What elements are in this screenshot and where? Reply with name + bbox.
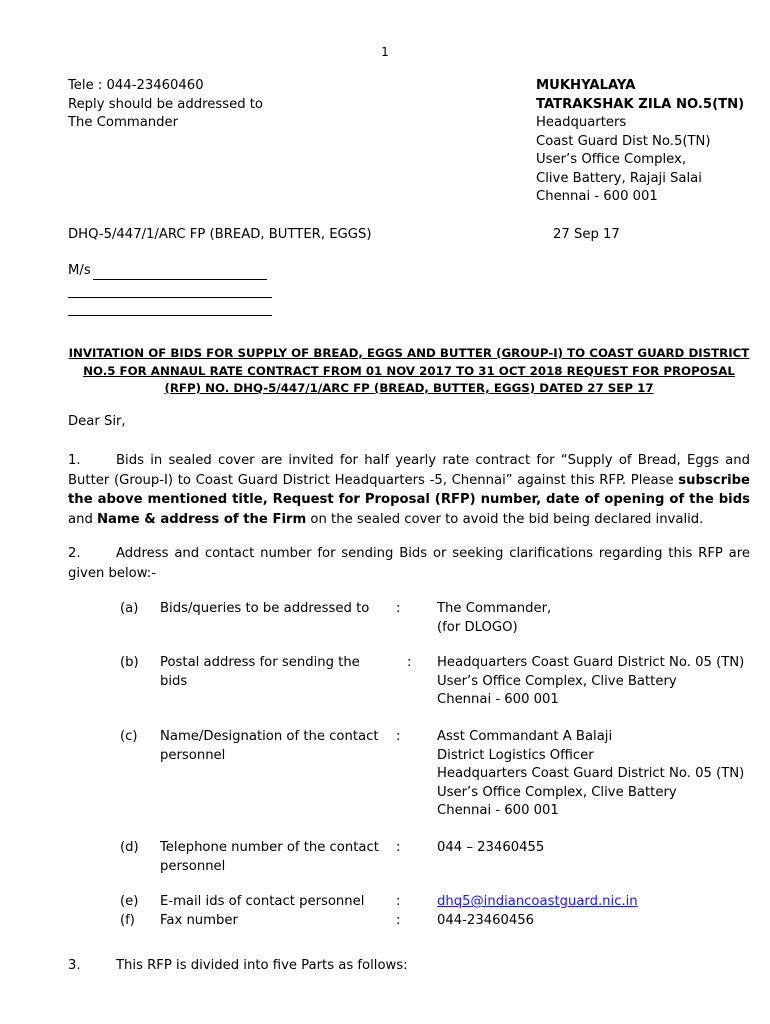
item-colon: : (396, 894, 401, 909)
recipient-blank-line (93, 262, 267, 280)
paragraph-text: and (68, 511, 98, 527)
item-value: 044-23460456 (437, 913, 535, 928)
email-link[interactable]: dhq5@indiancoastguard.nic.in (437, 894, 638, 909)
sender-block (68, 77, 263, 133)
paragraph-bold-text: Name & address of the Firm (97, 511, 307, 527)
paragraph-text: on the sealed cover to avoid the bid being declared invalid. (306, 511, 704, 527)
paragraph-text: Address and contact number for sending Bids or seeking clarifications regarding this RFP are given below:- (68, 546, 750, 581)
item-key: (b) (120, 655, 139, 670)
item-label: E-mail ids of contact personnel (160, 894, 365, 909)
item-colon: : (396, 601, 401, 616)
paragraph-3 (68, 958, 408, 973)
paragraph-number: 1. (68, 453, 81, 468)
reference-number: DHQ-5/447/1/ARC FP (BREAD, BUTTER, EGGS) (68, 227, 372, 242)
address-line: Coast Guard Dist No.5(TN) (536, 133, 711, 149)
address-line: Clive Battery, Rajaji Salai (536, 170, 702, 186)
letter-date: 27 Sep 17 (553, 227, 620, 242)
office-address-block (536, 77, 744, 207)
addressee-line: The Commander (68, 115, 179, 130)
reply-line: Reply should be addressed to (68, 96, 263, 112)
paragraph-number: 3. (68, 958, 81, 973)
item-value: The Commander, (for DLOGO) (437, 601, 552, 635)
item-key: (e) (120, 894, 139, 909)
recipient-blank-line (68, 280, 272, 298)
salutation: Dear Sir, (68, 414, 126, 429)
paragraph-2 (68, 544, 750, 583)
item-label: Postal address for sending the bids (160, 655, 360, 689)
address-line: Chennai - 600 001 (536, 189, 658, 204)
item-label: Telephone number of the contact personnel (160, 840, 379, 874)
paragraph-text: This RFP is divided into five Parts as follows: (116, 958, 408, 973)
item-value: Asst Commandant A Balaji District Logistics Officer Headquarters Coast Guard District No. 05 (TN) User’s Office Complex, Clive Battery Chennai - 600 001 (437, 729, 745, 818)
item-key: (c) (120, 729, 138, 744)
paragraph-text: Bids in sealed cover are invited for half yearly rate contract for “Supply of Bread, Eggs and Butter (Group-I) to Coast Guard District Headquarters -5, Chennai” against this RFP. Please (68, 453, 750, 488)
office-district: TATRAKSHAK ZILA NO.5(TN) (536, 96, 745, 112)
paragraph-number: 2. (68, 546, 81, 561)
recipient-blank-line (68, 298, 272, 316)
item-colon: : (396, 913, 401, 928)
item-key: (f) (120, 913, 135, 928)
office-name: MUKHYALAYA (536, 78, 636, 93)
item-key: (a) (120, 601, 139, 616)
item-key: (d) (120, 840, 139, 855)
item-label: Name/Designation of the contact personnel (160, 729, 379, 763)
item-colon: : (396, 840, 401, 855)
paragraph-1 (68, 451, 750, 529)
address-line: User’s Office Complex, (536, 152, 687, 167)
paragraph-bold-text: subscribe the above mentioned title, Request for Proposal (RFP) number, date of opening of the bids (68, 472, 750, 507)
item-label: Fax number (160, 913, 238, 928)
item-label: Bids/queries to be addressed to (160, 601, 370, 616)
telephone-line: Tele : 044-23460460 (68, 78, 204, 93)
item-value: 044 – 23460455 (437, 840, 545, 855)
item-colon: : (407, 655, 412, 670)
address-line: Headquarters (536, 115, 627, 130)
page-number: 1 (381, 45, 389, 59)
recipient-block (68, 262, 272, 316)
item-value: Headquarters Coast Guard District No. 05 (TN) User’s Office Complex, Clive Battery Chennai - 600 001 (437, 655, 745, 707)
item-colon: : (396, 729, 401, 744)
subject-heading: INVITATION OF BIDS FOR SUPPLY OF BREAD, EGGS AND BUTTER (GROUP-I) TO COAST GUARD DISTRICT NO.5 FOR ANNAUL RATE CONTRACT FROM 01 NOV 2017 TO 31 OCT 2018 REQUEST FOR PROPOSAL (RFP) NO. DHQ-5/447/1/ARC FP (BREAD, BUTTER, EGGS) DATED 27 SEP 17 (68, 346, 750, 395)
recipient-label: M/s (68, 263, 91, 278)
